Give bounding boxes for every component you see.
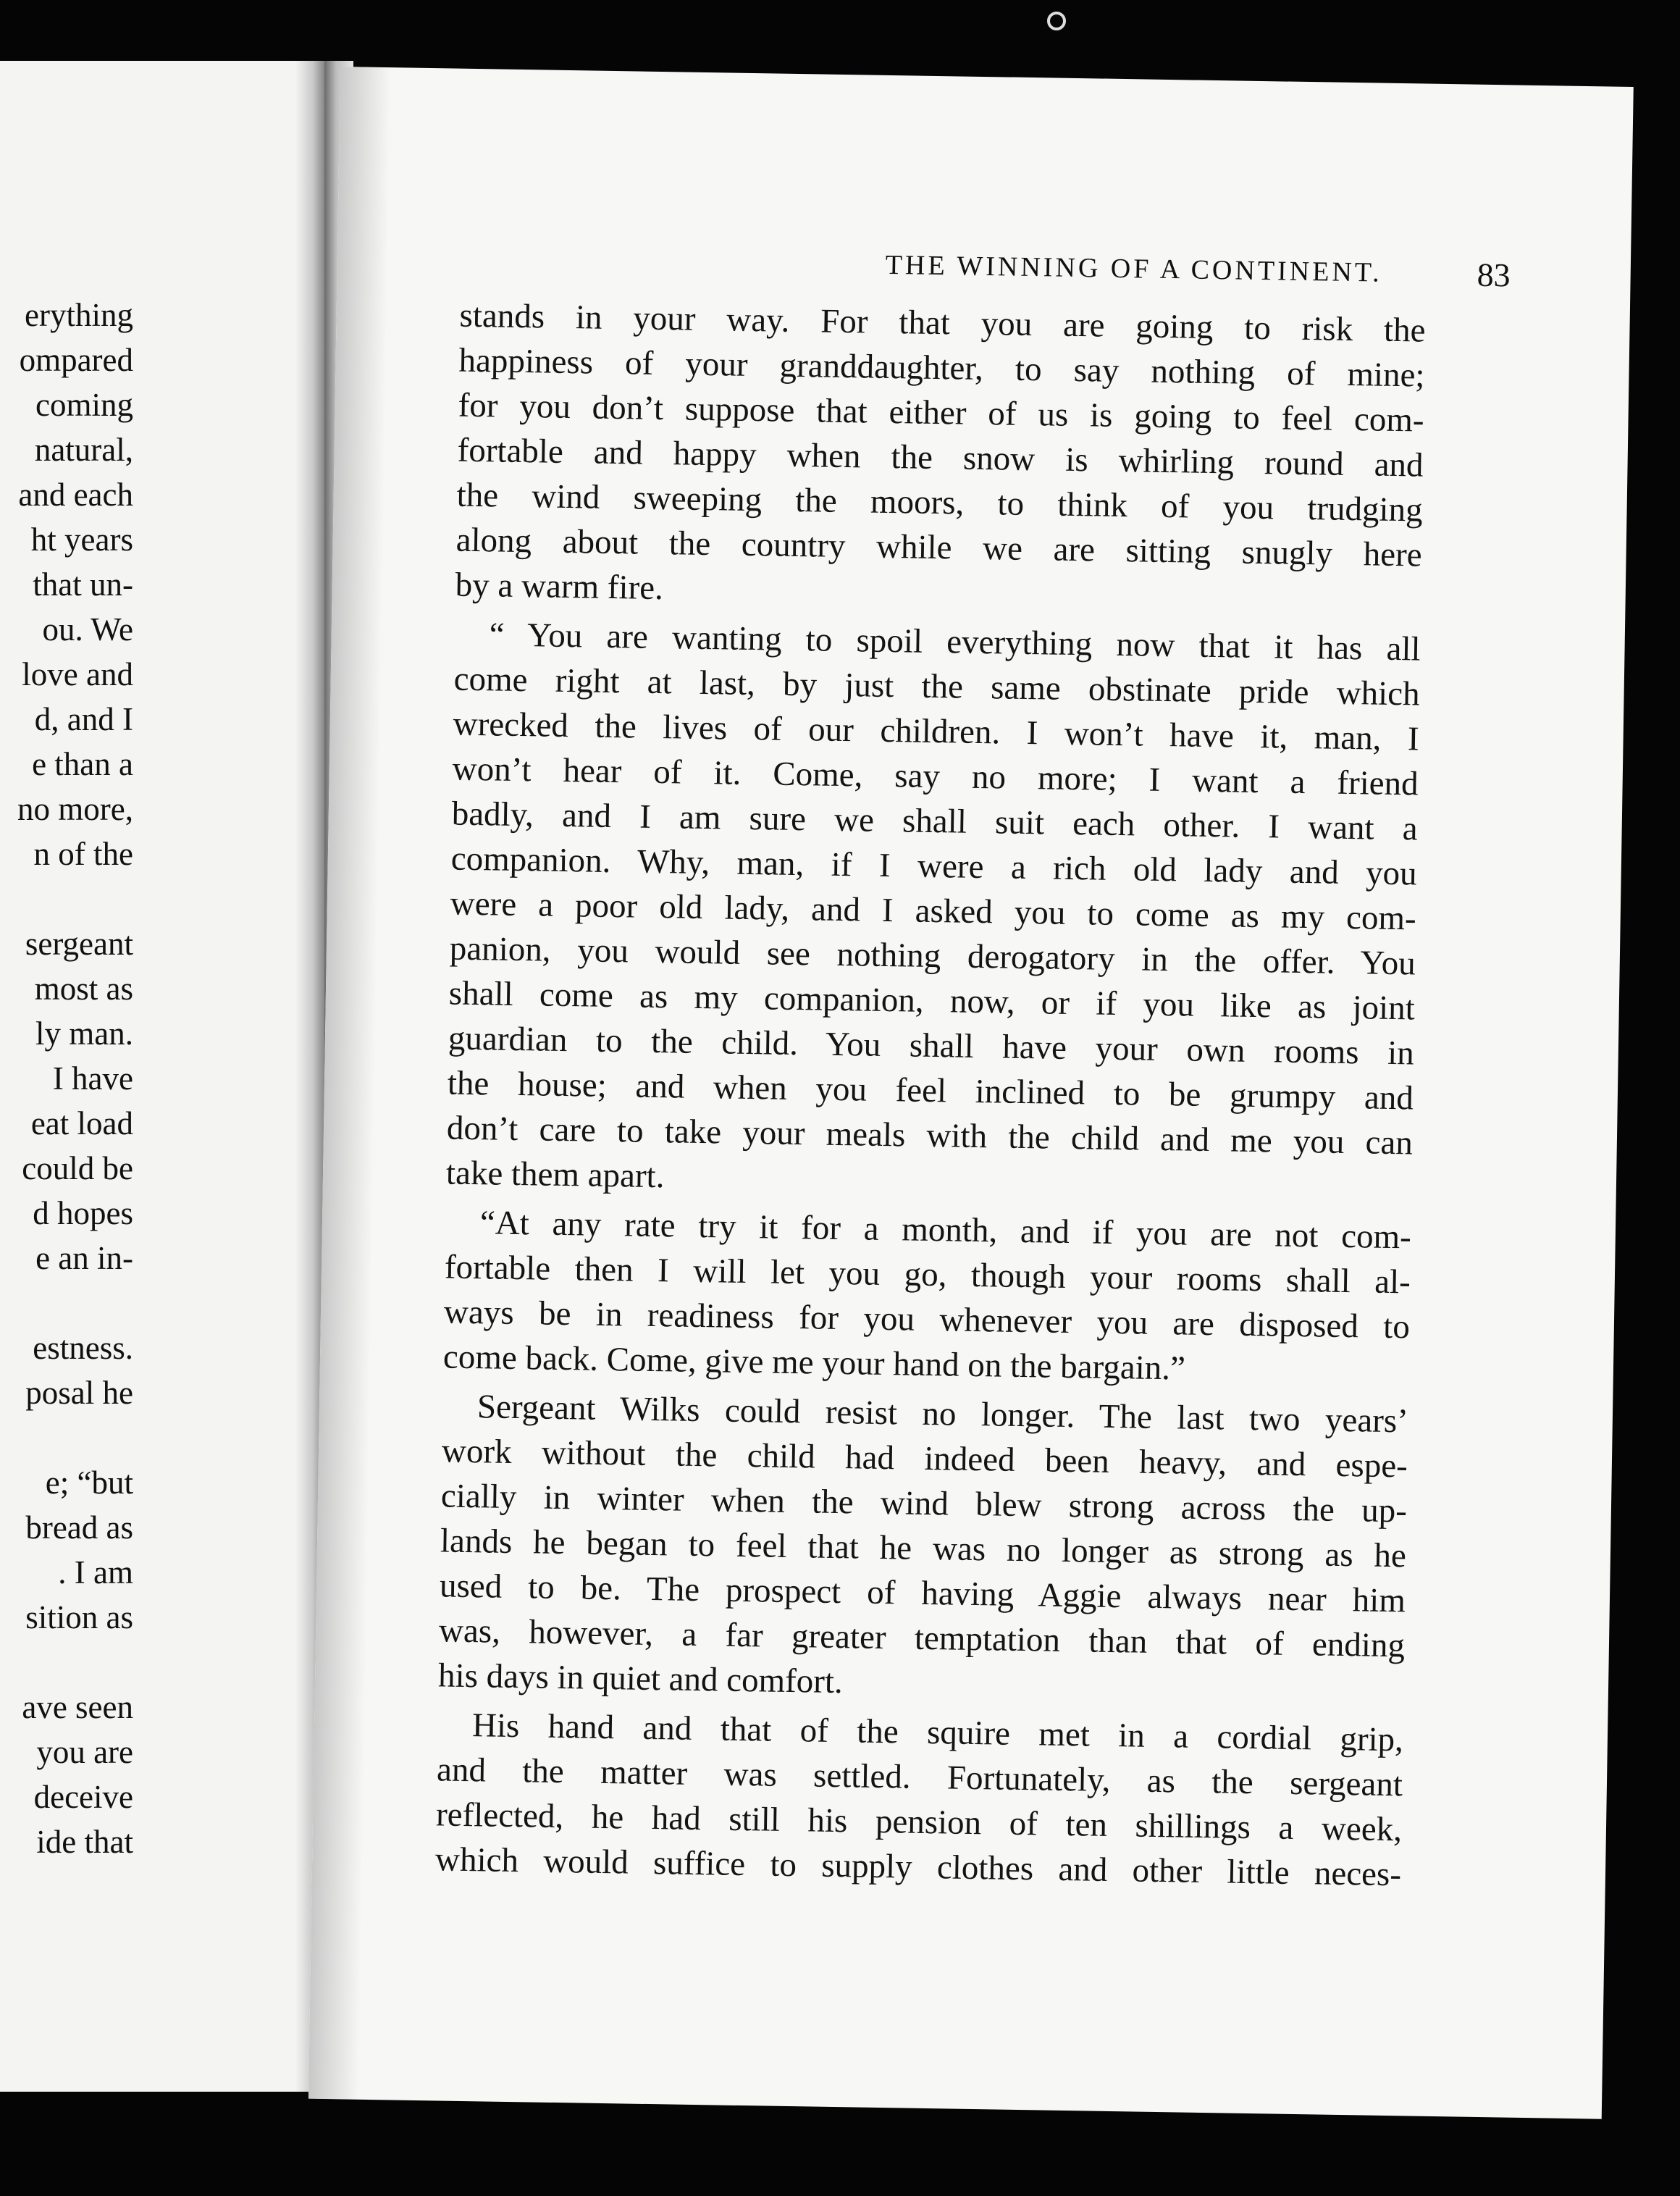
text-line: natural, [34,432,133,468]
text-line: don’t care to take your meals with the child and me you can [446,1109,1414,1162]
text-line: Sergeant Wilks could resist no longer. The last two years’ [476,1388,1409,1441]
text-line: bread as [25,1509,133,1546]
text-line: deceive [33,1779,133,1815]
page-number: 83 [1477,256,1511,294]
text-line: ou. We [42,611,133,648]
text-line: panion, you would see nothing derogatory in the offer. You [449,929,1416,983]
line-gap [0,1281,133,1325]
text-line: were a poor old lady, and I asked you to come as my com- [450,884,1417,938]
text-line: by a warm fire. [455,566,664,608]
text-line: “At any rate try it for a month, and if you are not com- [479,1204,1412,1257]
text-line: posal he [25,1375,133,1411]
text-line: which would suffice to supply clothes and other little neces- [434,1840,1402,1894]
text-line: estness. [33,1330,133,1366]
text-line: n of the [33,836,133,872]
text-line: coming [35,387,133,423]
text-line: for you don’t suppose that either of us is going to feel com- [458,386,1424,440]
text-line: could be [22,1150,133,1186]
text-line: along about the country while we are sitting snugly here [455,521,1422,574]
text-line: was, however, a far greater temptation than that of ending [438,1612,1406,1665]
text-line: reflected, he had still his pension of ten shillings a week, [435,1795,1403,1849]
text-line: the house; and when you feel inclined to be grumpy and [447,1064,1414,1118]
text-line: the wind sweeping the moors, to think of you trudging [456,476,1423,529]
text-line: ht years [30,521,133,558]
text-line: ompared [19,342,133,378]
text-line: d hopes [33,1195,133,1231]
left-page-text [0,293,133,1864]
line-gap [0,876,133,921]
paragraph [443,1199,1412,1394]
text-line: ide that [36,1824,133,1860]
text-line: take them apart. [445,1154,665,1196]
text-line: His hand and that of the squire met in a cordial grip, [471,1706,1404,1759]
text-line: used to be. The prospect of having Aggie always near him [439,1567,1406,1620]
text-line: erything [25,297,133,333]
line-gap [0,1415,133,1460]
text-line: and the matter was settled. Fortunately, as the sergeant [436,1751,1403,1804]
text-line: lands he began to feel that he was no longer as strong as he [440,1522,1407,1575]
text-line: ly man. [35,1015,133,1052]
text-line: come right at last, by just the same obstinate pride which [453,660,1420,713]
text-line: sition as [25,1599,133,1635]
text-line: e; “but [45,1464,133,1501]
text-line: you are [36,1734,133,1770]
text-line: and each [18,477,133,513]
text-line: that un- [33,566,133,603]
paragraph [455,293,1426,623]
text-line: badly, and I am sure we shall suit each other. I want a [451,795,1419,848]
text-line: ave seen [22,1689,133,1725]
text-line: his days in quiet and comfort. [437,1656,844,1701]
text-line: sergeant [25,926,133,962]
text-line: come back. Come, give me your hand on the bargain.” [442,1338,1186,1388]
text-line: stands in your way. For that you are going to risk the [459,296,1426,350]
paragraph [446,612,1421,1211]
text-line: work without the child had indeed been heavy, and espe- [441,1432,1408,1485]
text-line: I have [52,1060,133,1097]
line-gap [0,1640,133,1685]
text-line: love and [22,656,133,692]
text-line: guardian to the child. You shall have your own rooms in [448,1019,1415,1073]
paragraph [438,1383,1409,1713]
text-line: eat load [30,1105,133,1141]
text-line: fortable and happy when the snow is whirling round and [457,431,1424,485]
text-line: fortable then I will let you go, though your rooms shall al- [444,1248,1411,1302]
text-line: won’t hear of it. Come, say no more; I want a friend [452,750,1419,803]
paragraph [435,1702,1404,1897]
text-line: wrecked the lives of our children. I won’t have it, man, I [453,705,1420,758]
text-line: no more, [17,791,133,827]
text-line: cially in winter when the wind blew strong across the up- [440,1477,1408,1530]
text-line: most as [34,971,133,1007]
text-line: e than a [32,746,133,782]
text-line: shall come as my companion, now, or if you like as joint [448,974,1416,1028]
text-line: happiness of your granddaughter, to say nothing of mine; [458,341,1425,395]
text-line: d, and I [34,701,133,737]
text-line: e an in- [35,1240,133,1276]
text-line: . I am [58,1554,133,1591]
text-line: ways be in readiness for you whenever you are disposed to [443,1293,1411,1346]
body-text [435,293,1426,1902]
circle-mark-icon [1047,12,1066,30]
text-line: “ You are wanting to spoil everything now that it has all [489,616,1421,669]
running-head: THE WINNING OF A CONTINENT. [885,249,1383,288]
right-page [308,67,1634,2119]
left-page-fragment [0,61,324,2092]
text-line: companion. Why, man, if I were a rich old lady and you [450,839,1418,893]
